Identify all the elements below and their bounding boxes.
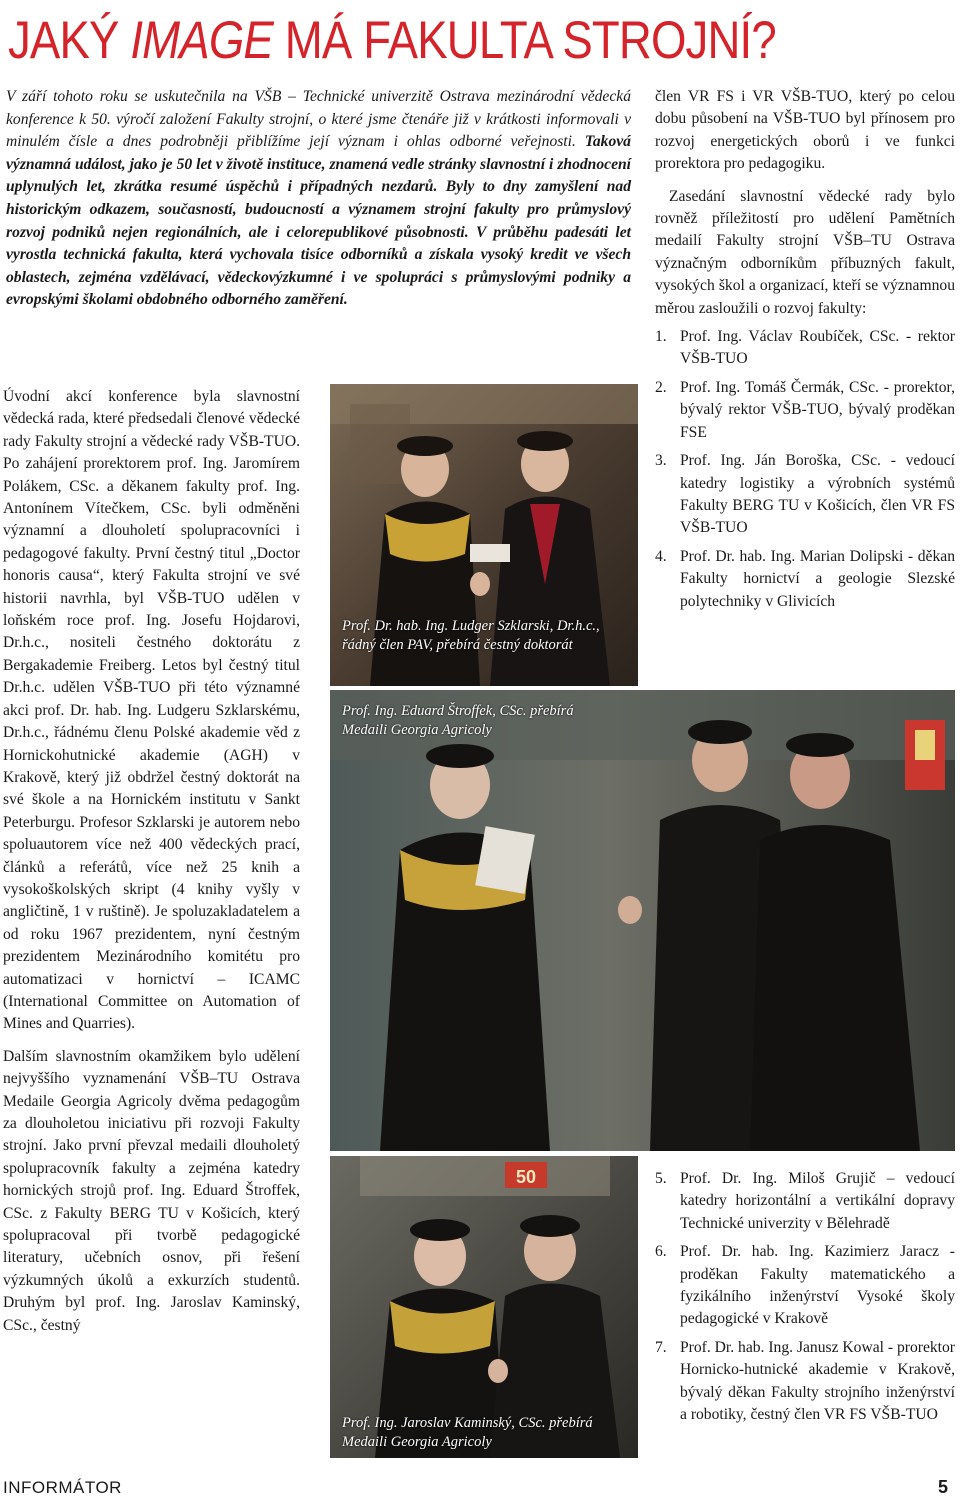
photo-kaminsky-caption: Prof. Ing. Jaroslav Kaminský, CSc. přebírá Medaili Georgia Agricoly — [342, 1415, 593, 1450]
list-item-number: 3. — [655, 452, 667, 470]
list-item-number: 1. — [655, 328, 667, 346]
list-item — [655, 1337, 955, 1427]
list-item-text: Prof. Ing. Václav Roubíček, CSc. - rektor VŠB-TUO — [680, 328, 955, 368]
headline-part1: JAKÝ — [8, 11, 131, 70]
list-item — [655, 450, 955, 540]
list-item — [655, 326, 955, 371]
list-item-number: 6. — [655, 1243, 667, 1261]
list-item — [655, 1241, 955, 1331]
list-item-text: Prof. Ing. Tomáš Čermák, CSc. - prorektor, bývalý rektor VŠB-TUO, bývalý proděkan FSE — [680, 378, 955, 441]
list-item-text: Prof. Dr. hab. Ing. Marian Dolipski - děkan Fakulty hornictví a geologie Slezské polytechniky v Glivicích — [680, 547, 955, 610]
lead-body: Taková významná událost, jako je 50 let v životě instituce, znamená vedle stránky slavnostní i zhodnocení uplynulých let, zkrátka resumé úspěchů i případných nezdarů. Byly to dny zamyšlení nad historickým odkazem, současností, budoucností a významem strojní fakulty pro průmyslový rozvoj podniků nejen regionálních, ale i celorepublikové působnosti. V průběhu padesáti let vyrostla technická fakulta, která vychovala tisíce odborníků a získala vysoký kredit ve všech oblastech, zejména vzdělávací, vědeckovýzkumné i ve spolupráci s průmyslovými podniky a evropskými školami obdobného odborného zaměření. — [6, 133, 631, 309]
list-item — [655, 546, 955, 613]
photo-stroffek — [330, 690, 955, 1151]
medal-recipients-list-b — [655, 1168, 955, 1426]
list-item-number: 2. — [655, 378, 667, 396]
list-item-text: Prof. Dr. Ing. Miloš Grujič – vedoucí katedry horizontální a vertikální dopravy Technické univerzity v Bělehradě — [680, 1170, 955, 1232]
footer-page-number: 5 — [938, 1477, 949, 1497]
list-item-text: Prof. Dr. hab. Ing. Janusz Kowal - prorektor Hornicko-hutnické akademie v Krakově, bývalý děkan Fakulty strojního inženýrství a robotiky, čestný člen VR FS VŠB-TUO — [680, 1338, 955, 1424]
right-paragraph-1: člen VR FS i VR VŠB-TUO, který po celou dobu působení na VŠB-TUO byl přínosem pro rozvoj energetických oborů i ve funkci prorektora pro pedagogiku. — [655, 88, 955, 173]
headline-part2: IMAGE — [130, 11, 273, 70]
banner-50-text: 50 — [515, 1167, 537, 1187]
list-item-number: 5. — [655, 1170, 667, 1187]
photo-stroffek-caption: Prof. Ing. Eduard Štroffek, CSc. přebírá Medaili Georgia Agricoly — [342, 703, 574, 738]
list-item-number: 4. — [655, 547, 667, 565]
list-item-text: Prof. Dr. hab. Ing. Kazimierz Jaracz - proděkan Fakulty matematického a fyzikálního inženýrství Vysoké školy pedagogické v Krakově — [680, 1243, 955, 1328]
medal-recipients-list-a — [655, 326, 955, 613]
right-column-top — [655, 86, 955, 619]
list-item-text: Prof. Ing. Ján Boroška, CSc. - vedoucí katedry logistiky a výrobních systémů Fakulty BERG TU v Košicích, člen VR FS VŠB-TUO — [680, 452, 955, 537]
list-item — [655, 1168, 955, 1235]
footer-publication-name: INFORMÁTOR — [3, 1478, 122, 1497]
photo-kaminsky-image — [330, 1156, 638, 1458]
list-item — [655, 377, 955, 444]
headline-part3: MÁ FAKULTA STROJNÍ? — [272, 11, 776, 70]
left-paragraph-1: Úvodní akcí konference byla slavnostní vědecká rada, které předsedali členové vědecké rady Fakulty strojní a vědecké rady VŠB-TUO. Po zahájení prorektorem prof. Ing. Jaromírem Polákem, CSc. a děkanem fakulty prof. Ing. Antonínem Vítečkem, CSc. byli odměněni významní a dlouholetí spolupracovníci i pedagogové fakulty. První čestný titul „Doctor honoris causa“, který Fakulta strojní ve své historii navrhla, byl VŠB-TUO udělen v loňském roce prof. Ing. Josefu Hojdarovi, Dr.h.c., nositeli čestného doktorátu z Bergakademie Freiberg. Letos byl čestný titul Dr.h.c. udělen VŠB-TUO při této významné akci prof. Dr. hab. Ing. Ludgeru Szklarskému, Dr.h.c., řádnému členu Polské akademie věd z Hornickohutnické akademie (AGH) v Krakově, který již obdržel čestný doktorát na své škole a na Hornickém institutu v Sankt Peterburgu. Profesor Szklarski je autorem nebo spoluautorem více než 400 vědeckých prací, článků a referátů, více než 25 knih a vysokoškolských skript (4 knihy vyšly v angličtině, 1 v ruštině). Je spoluzakladatelem a od roku 1967 prezidentem, nyní čestným prezidentem Mezinárodního komitétu pro automatizaci v hornictví – ICAMC (International Committee on Automation of Mines and Quarries). — [3, 388, 300, 1033]
page-headline — [8, 6, 820, 76]
list-item-number: 7. — [655, 1338, 667, 1356]
photo-szklarski-caption: Prof. Dr. hab. Ing. Ludger Szklarski, Dr.h.c., řádný člen PAV, přebírá čestný doktorát — [342, 618, 600, 653]
right-column-bottom — [655, 1162, 955, 1432]
right-paragraph-2: Zasedání slavnostní vědecké rady bylo rovněž příležitostí pro udělení Pamětních medailí Fakulty strojní VŠB–TU Ostrava význačným odborníkům příbuzných fakult, vysokých škol a organizací, kteří se významnou měrou zasloužili o rozvoj fakulty: — [655, 187, 955, 317]
photo-kaminsky — [330, 1156, 638, 1458]
photo-stroffek-image — [330, 690, 955, 1151]
lead-intro: V září tohoto roku se uskutečnila na VŠB – Technické univerzitě Ostrava mezinárodní vědecká konference k 50. výročí založení Fakulty strojní, o které jsme čtenáře již v krátkosti informovali v minulém čísle a dnes podrobněji přiblížíme její význam i ohlas odborné veřejnosti. — [6, 88, 631, 151]
lead-paragraph — [6, 86, 631, 312]
left-column — [3, 386, 300, 1337]
left-paragraph-2: Dalším slavnostním okamžikem bylo udělení nejvyššího vyznamenání VŠB–TU Ostrava Medaile Georgia Agricoly dvěma pedagogům za dlouholetou iniciativu při rozvoji Fakulty strojní. Jako první převzal medaili dlouholetý spolupracovník fakulty a zejména katedry hornických strojů prof. Ing. Eduard Štroffek, CSc. z Fakulty BERG TU v Košicích, který spolupracoval při tvorbě pedagogické literatury, učebních osnov, při řešení výzkumných úkolů a exkurzích studentů. Druhým byl prof. Ing. Jaroslav Kaminský, CSc., čestný — [3, 1047, 300, 1334]
